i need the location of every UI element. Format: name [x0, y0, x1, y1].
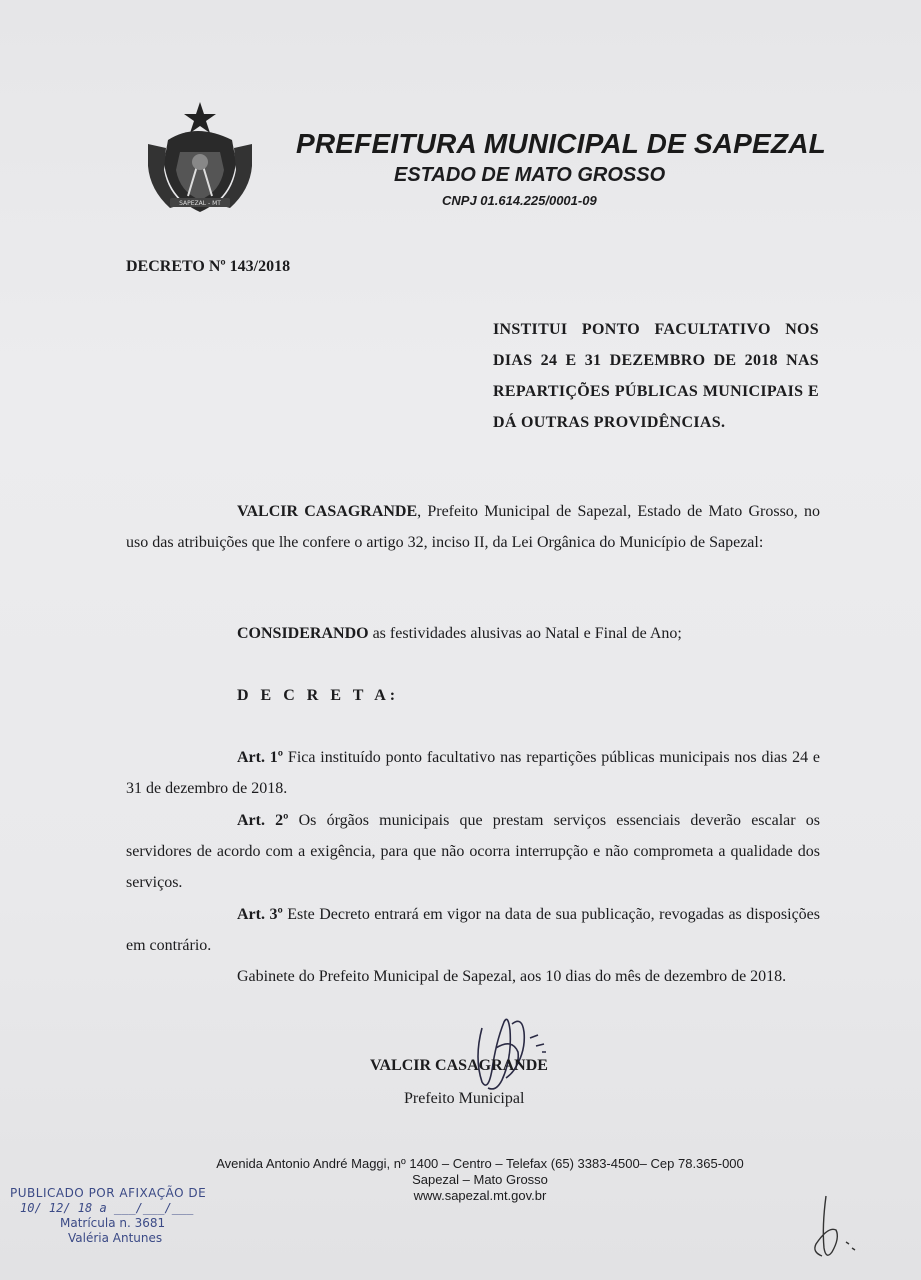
signatory-role: Prefeito Municipal [404, 1090, 525, 1107]
stamp-line-2: 10/ 12/ 18 a ___/___/___ [20, 1201, 194, 1215]
decree-number: DECRETO Nº 143/2018 [126, 258, 291, 275]
article-label: Art. 3º [237, 906, 283, 923]
page-title: PREFEITURA MUNICIPAL DE SAPEZAL [296, 128, 826, 159]
article-2 [126, 805, 820, 898]
article-3 [126, 899, 820, 961]
decreta-heading: D E C R E T A: [237, 687, 400, 704]
crest-caption: SAPEZAL - MT [179, 200, 221, 207]
closing-paragraph: Gabinete do Prefeito Municipal de Sapezal, aos 10 dias do mês de dezembro de 2018. [237, 968, 787, 985]
state-subtitle: ESTADO DE MATO GROSSO [394, 164, 666, 186]
cnpj-text: CNPJ 01.614.225/0001-09 [442, 193, 597, 208]
stamp-line-4: Valéria Antunes [68, 1231, 163, 1245]
stamp-line-3: Matrícula n. 3681 [60, 1216, 166, 1230]
footer-address-block [180, 1156, 780, 1204]
considerando-bold: CONSIDERANDO [237, 625, 369, 642]
handwritten-initials [810, 1186, 880, 1266]
article-text: Este Decreto entrará em vigor na data de sua publicação, revogadas as disposições em contrário. [126, 906, 821, 954]
article-text: Fica instituído ponto facultativo nas repartições públicas municipais nos dias 24 e 31 de dezembro de 2018. [126, 749, 821, 797]
municipal-crest-logo [140, 100, 252, 220]
decree-ementa: INSTITUI PONTO FACULTATIVO NOS DIAS 24 E 31 DEZEMBRO DE 2018 NAS REPARTIÇÕES PÚBLICAS MUNICIPAIS E DÁ OUTRAS PROVIDÊNCIAS. [493, 321, 819, 431]
intro-bold-name: VALCIR CASAGRANDE [237, 503, 418, 520]
footer-address: Avenida Antonio André Maggi, nº 1400 – Centro – Telefax (65) 3383-4500– Cep 78.365-000 [216, 1156, 744, 1171]
signatory-name: VALCIR CASAGRANDE [370, 1057, 548, 1074]
article-1 [126, 742, 820, 804]
intro-text: , Prefeito Municipal de Sapezal, Estado de Mato Grosso, no uso das atribuições que lhe confere o artigo 32, inciso II, da Lei Orgânica do Município de Sapezal: [126, 503, 820, 551]
article-text: Os órgãos municipais que prestam serviços essenciais deverão escalar os servidores de acordo com a exigência, para que não ocorra interrupção e não comprometa a qualidade dos serviços. [126, 812, 821, 891]
footer-city: Sapezal – Mato Grosso [412, 1172, 548, 1187]
intro-paragraph [126, 496, 820, 558]
considerando-text: as festividades alusivas ao Natal e Final de Ano; [368, 625, 682, 642]
article-label: Art. 2º [237, 812, 289, 829]
stamp-line-1: PUBLICADO POR AFIXAÇÃO DE [10, 1186, 207, 1200]
considerando-paragraph [237, 625, 682, 643]
article-label: Art. 1º [237, 749, 284, 766]
publication-stamp [10, 1186, 206, 1246]
footer-website: www.sapezal.mt.gov.br [413, 1188, 547, 1203]
